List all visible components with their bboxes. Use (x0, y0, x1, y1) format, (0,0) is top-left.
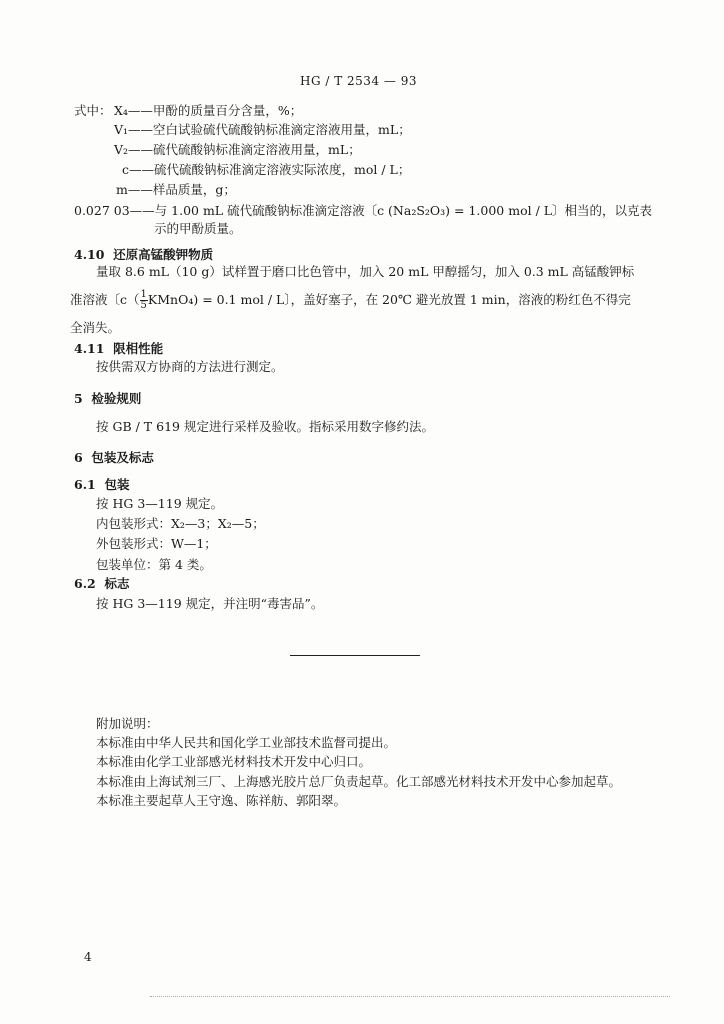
def-row (114, 103, 302, 119)
fraction (140, 290, 148, 311)
section-number: 4.11 (74, 341, 105, 356)
section-title: 包装及标志 (91, 450, 154, 465)
section-number: 4.10 (74, 247, 105, 262)
page-number: 4 (84, 950, 92, 964)
def-symbol: c—— (122, 162, 155, 177)
section-number: 5 (74, 391, 83, 406)
section-number: 6.1 (74, 477, 96, 492)
section-4-10-line: 量取 8.6 mL（10 g）试样置于磨口比色管中，加入 20 mL 甲醇摇匀，加入 0.3 mL 高锰酸钾标 (96, 264, 635, 279)
end-of-text-rule (290, 655, 420, 656)
notes-line: 本标准由化学工业部感光材料技术开发中心归口。 (96, 754, 372, 769)
notes-title: 附加说明： (96, 716, 159, 731)
section-5-heading (74, 391, 141, 407)
def-symbol: V₁—— (114, 122, 154, 137)
section-title: 还原高锰酸钾物质 (113, 247, 214, 262)
def-symbol: X₄—— (114, 103, 153, 118)
def-symbol: V₂—— (114, 142, 154, 157)
notes-line: 本标准由上海试剂三厂、上海感光胶片总厂负责起草。化工部感光材料技术开发中心参加起草。 (96, 774, 622, 789)
section-4-10-line: 全消失。 (70, 320, 121, 335)
section-4-11-heading (74, 341, 163, 357)
formula-prefix: 准溶液〔c（ (70, 292, 140, 307)
def-text: 硫代硫酸钠标准滴定溶液实际浓度，mol / L； (154, 162, 411, 177)
def-text: 甲酚的质量百分含量，%； (152, 103, 303, 118)
section-number: 6 (74, 450, 83, 465)
section-6-1-line: 包装单位：第 4 类。 (96, 557, 212, 572)
def-row (114, 122, 411, 138)
doc-header-code: HG / T 2534 — 93 (300, 74, 417, 88)
def-row (116, 182, 236, 198)
section-4-10-heading (74, 247, 213, 263)
where-intro: 式中： (74, 103, 112, 118)
scan-artifact-line (150, 996, 670, 997)
formula-suffix: KMnO₄) = 0.1 mol / L〕，盖好塞子，在 20℃ 避光放置 1 min，溶液的粉红色不得完 (147, 292, 631, 307)
section-number: 6.2 (74, 576, 96, 591)
section-title: 检验规则 (91, 391, 142, 406)
section-4-11-body: 按供需双方协商的方法进行测定。 (96, 359, 284, 374)
section-6-heading (74, 450, 154, 466)
section-title: 标志 (104, 576, 130, 591)
def-text: 硫代硫酸钠标准滴定溶液用量，mL； (153, 142, 361, 157)
section-6-1-heading (74, 477, 129, 493)
def-text: 与 1.00 mL 硫代硫酸钠标准滴定溶液〔c (Na₂S₂O₃) = 1.000 mol / L〕相当的，以克表 (154, 203, 653, 218)
fraction-denominator: 5 (140, 300, 147, 311)
notes-line: 本标准主要起草人王守逸、陈祥舫、郭阳翠。 (96, 793, 347, 808)
def-row (114, 142, 361, 158)
section-6-2-heading (74, 576, 129, 592)
section-6-1-line: 按 HG 3—119 规定。 (96, 496, 224, 511)
section-4-10-line-formula (70, 290, 631, 311)
section-6-1-line: 外包装形式：W—1； (96, 536, 217, 551)
section-title: 限相性能 (113, 341, 164, 356)
def-text: 样品质量，g； (152, 182, 236, 197)
def-row (122, 162, 410, 178)
notes-line: 本标准由中华人民共和国化学工业部技术监督司提出。 (96, 735, 397, 750)
def-text: 空白试验硫代硫酸钠标准滴定溶液用量，mL； (153, 122, 411, 137)
def-symbol: 0.027 03—— (74, 203, 155, 218)
def-text-continued: 示的甲酚质量。 (154, 221, 242, 236)
fraction-numerator: 1 (140, 289, 147, 300)
section-6-1-line: 内包装形式：X₂—3；X₂—5； (96, 516, 265, 531)
section-title: 包装 (104, 477, 130, 492)
def-symbol: m—— (116, 182, 153, 197)
section-6-2-body: 按 HG 3—119 规定，并注明“毒害品”。 (96, 596, 324, 611)
def-row (74, 203, 652, 219)
section-5-body: 按 GB / T 619 规定进行采样及验收。指标采用数字修约法。 (96, 419, 434, 434)
